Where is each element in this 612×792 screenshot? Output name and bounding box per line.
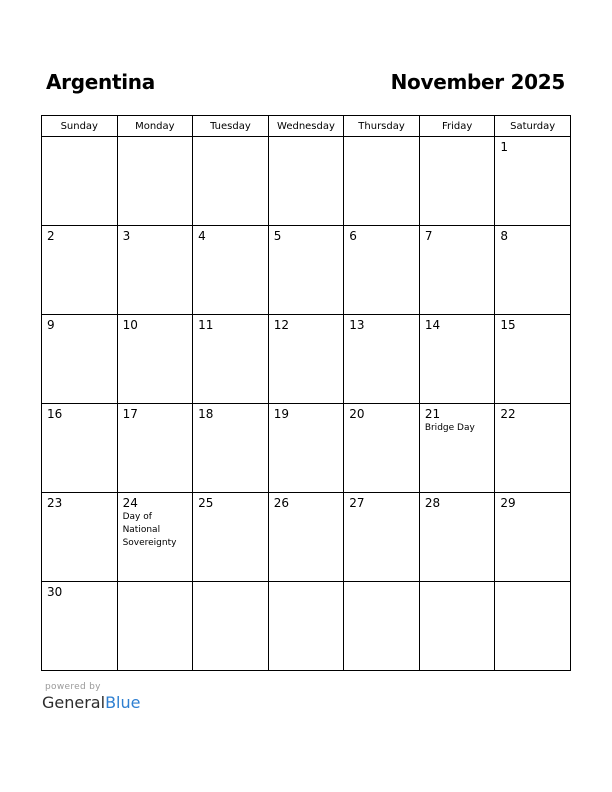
day-number: 8 bbox=[500, 229, 509, 243]
day-cell bbox=[268, 582, 344, 671]
day-cell bbox=[495, 582, 571, 671]
day-cell bbox=[193, 404, 269, 493]
day-number: 12 bbox=[273, 318, 289, 332]
day-cell bbox=[117, 493, 193, 582]
day-number: 30 bbox=[47, 585, 63, 599]
day-cell bbox=[117, 137, 193, 226]
day-cell bbox=[344, 315, 420, 404]
day-number: 29 bbox=[500, 496, 516, 510]
day-cell bbox=[117, 404, 193, 493]
day-cell bbox=[117, 582, 193, 671]
day-number: 14 bbox=[424, 318, 441, 332]
day-number: 3 bbox=[122, 229, 131, 243]
calendar-grid bbox=[41, 115, 571, 671]
day-cell bbox=[117, 315, 193, 404]
day-cell bbox=[42, 582, 118, 671]
day-cell bbox=[495, 404, 571, 493]
day-cell bbox=[268, 493, 344, 582]
day-cell bbox=[193, 493, 269, 582]
day-number: 7 bbox=[424, 229, 433, 243]
holiday-label: Bridge Day bbox=[424, 423, 475, 433]
day-cell bbox=[344, 137, 420, 226]
week-row bbox=[42, 226, 571, 315]
weekday-header-row bbox=[42, 116, 571, 137]
weekday-header: Sunday bbox=[42, 116, 118, 137]
day-cell bbox=[268, 315, 344, 404]
day-cell bbox=[42, 315, 118, 404]
day-cell bbox=[268, 137, 344, 226]
weekday-header: Thursday bbox=[344, 116, 420, 137]
calendar-country-title: Argentina bbox=[46, 70, 155, 94]
day-number: 15 bbox=[500, 318, 516, 332]
day-number: 20 bbox=[349, 407, 365, 421]
day-number: 9 bbox=[47, 318, 55, 332]
logo-text-general: General bbox=[42, 693, 106, 712]
day-cell bbox=[42, 137, 118, 226]
day-cell bbox=[268, 226, 344, 315]
day-cell bbox=[193, 226, 269, 315]
day-cell bbox=[419, 493, 495, 582]
day-number: 26 bbox=[273, 496, 289, 510]
weekday-header: Saturday bbox=[495, 116, 571, 137]
day-number: 27 bbox=[349, 496, 365, 510]
day-number: 6 bbox=[349, 229, 357, 243]
day-number: 21 bbox=[424, 407, 441, 421]
day-cell bbox=[344, 582, 420, 671]
day-number: 22 bbox=[500, 407, 516, 421]
day-number: 23 bbox=[47, 496, 63, 510]
day-cell bbox=[419, 137, 495, 226]
day-cell bbox=[42, 493, 118, 582]
day-cell bbox=[419, 404, 495, 493]
day-number: 4 bbox=[198, 229, 206, 243]
day-number: 1 bbox=[500, 140, 509, 154]
week-row bbox=[42, 582, 571, 671]
week-row bbox=[42, 404, 571, 493]
day-number: 17 bbox=[122, 407, 138, 421]
day-number: 18 bbox=[198, 407, 214, 421]
generalblue-logo bbox=[42, 693, 140, 712]
day-number: 2 bbox=[47, 229, 55, 243]
day-cell bbox=[344, 493, 420, 582]
day-cell bbox=[495, 493, 571, 582]
day-number: 16 bbox=[47, 407, 63, 421]
day-cell bbox=[268, 404, 344, 493]
day-cell bbox=[42, 404, 118, 493]
day-number: 10 bbox=[122, 318, 138, 332]
day-number: 24 bbox=[122, 496, 138, 510]
day-cell bbox=[344, 226, 420, 315]
weekday-header: Friday bbox=[419, 116, 495, 137]
weekday-header: Tuesday bbox=[193, 116, 269, 137]
day-cell bbox=[344, 404, 420, 493]
week-row bbox=[42, 493, 571, 582]
holiday-label: Day of National Sovereignty bbox=[122, 512, 177, 548]
day-cell bbox=[419, 582, 495, 671]
day-cell bbox=[419, 226, 495, 315]
week-row bbox=[42, 137, 571, 226]
week-row bbox=[42, 315, 571, 404]
day-cell bbox=[495, 315, 571, 404]
day-cell bbox=[495, 226, 571, 315]
logo-text-blue: Blue bbox=[105, 693, 141, 712]
day-cell bbox=[193, 315, 269, 404]
weekday-header: Wednesday bbox=[268, 116, 344, 137]
day-number: 28 bbox=[424, 496, 441, 510]
day-number: 11 bbox=[198, 318, 214, 332]
day-number: 25 bbox=[198, 496, 214, 510]
day-cell bbox=[419, 315, 495, 404]
day-cell bbox=[42, 226, 118, 315]
day-number: 13 bbox=[349, 318, 365, 332]
day-cell bbox=[117, 226, 193, 315]
powered-by-label: powered by bbox=[45, 682, 101, 692]
calendar-month-title: November 2025 bbox=[390, 70, 565, 94]
day-number: 5 bbox=[273, 229, 282, 243]
weekday-header: Monday bbox=[117, 116, 193, 137]
day-cell bbox=[193, 137, 269, 226]
day-number: 19 bbox=[273, 407, 289, 421]
day-cell bbox=[495, 137, 571, 226]
day-cell bbox=[193, 582, 269, 671]
